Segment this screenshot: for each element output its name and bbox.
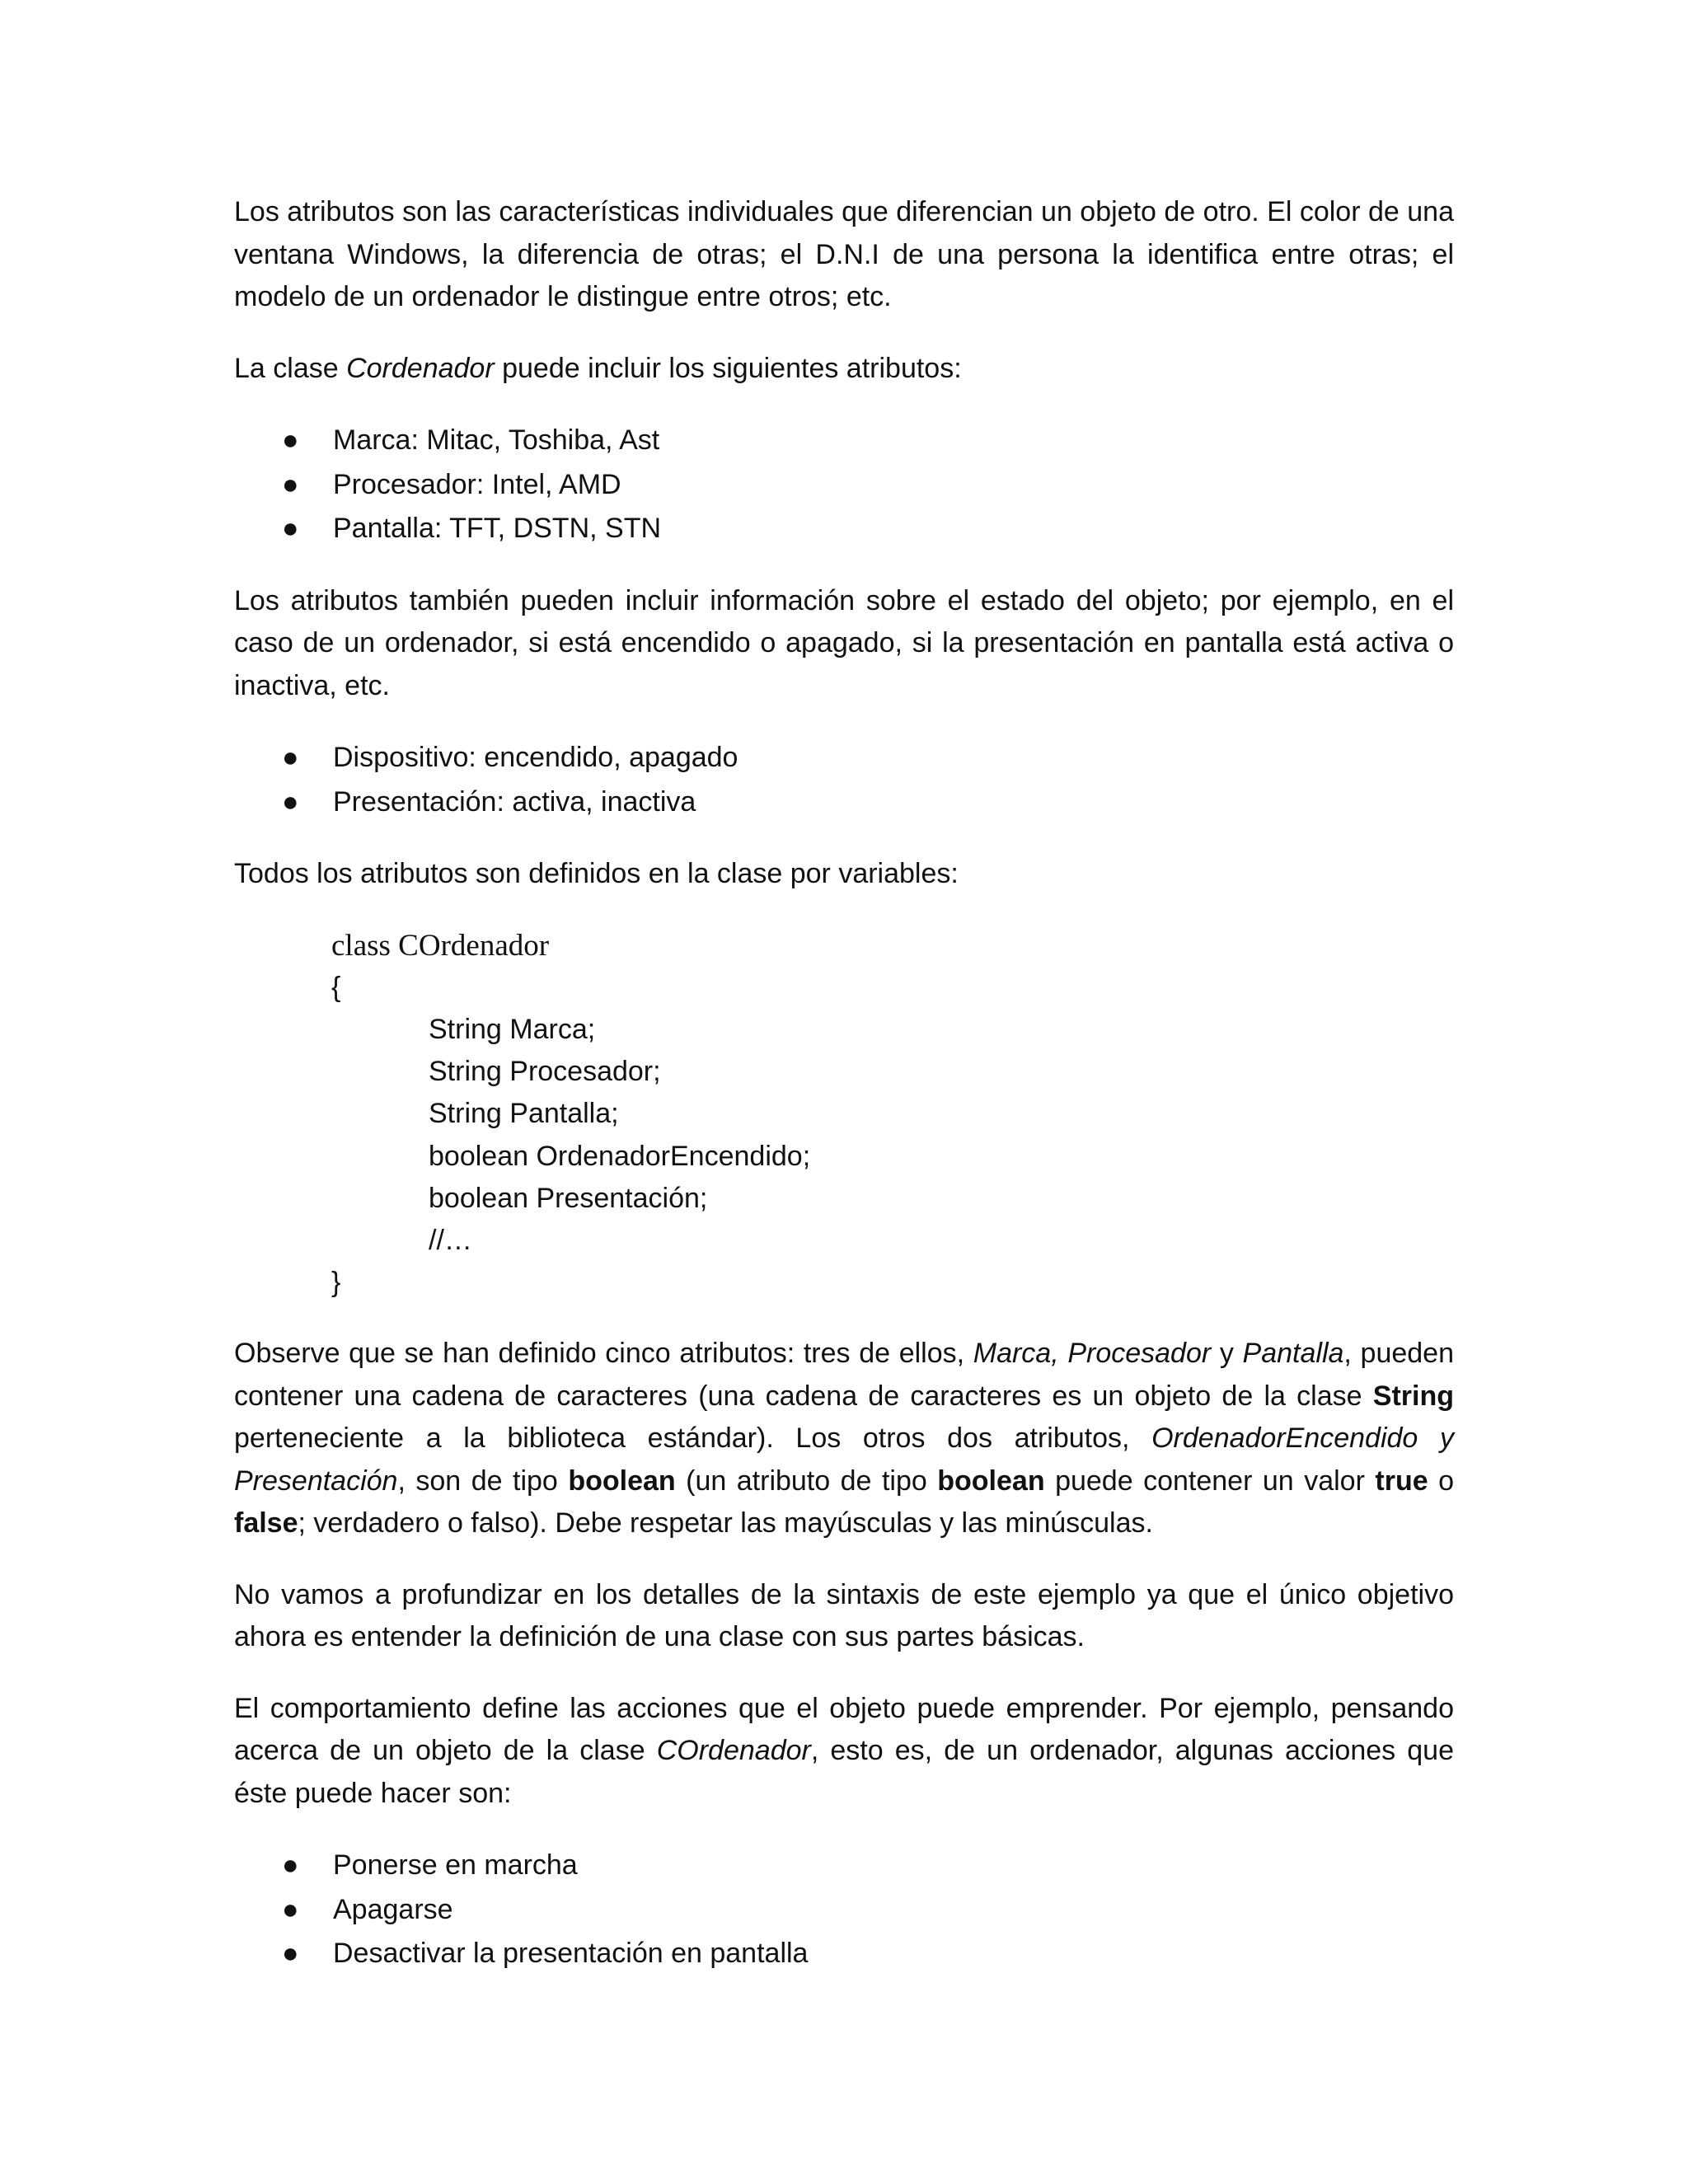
action-list bbox=[234, 1844, 1454, 1976]
list-item-text: Pantalla: TFT, DSTN, STN bbox=[333, 513, 662, 544]
paragraph-syntax-note: No vamos a profundizar en los detalles de la sintaxis de este ejemplo ya que el único objetivo ahora es entender la definición de una clase con sus partes básicas. bbox=[234, 1578, 1454, 1653]
bullet-icon: ● bbox=[282, 513, 299, 544]
paragraph-observe bbox=[234, 1333, 1454, 1545]
list-item bbox=[234, 1932, 1454, 1976]
bold-text: boolean bbox=[568, 1465, 676, 1497]
text-span: o bbox=[1428, 1465, 1455, 1497]
text-span: perteneciente a la biblioteca estándar). Los otros dos atributos, bbox=[234, 1422, 1152, 1455]
code-line: //… bbox=[429, 1224, 472, 1256]
paragraph-variables: Todos los atributos son definidos en la clase por variables: bbox=[234, 858, 959, 889]
code-open-brace: { bbox=[331, 971, 341, 1003]
text-span: , pueden contener una cadena de caracteres (una cadena de caracteres es un objeto de la clase bbox=[234, 1338, 1454, 1412]
list-item bbox=[234, 780, 1454, 825]
list-item-text: Procesador: Intel, AMD bbox=[333, 468, 621, 500]
text-span: La clase bbox=[234, 352, 347, 384]
code-line: String Marca; bbox=[429, 1013, 596, 1045]
list-item bbox=[234, 419, 1454, 463]
text-span: ; verdadero o falso). Debe respetar las mayúsculas y las minúsculas. bbox=[298, 1507, 1153, 1540]
list-item-text: Apagarse bbox=[333, 1893, 453, 1925]
paragraph-behavior bbox=[234, 1688, 1454, 1816]
text-span: El comportamiento define las acciones que el objeto puede emprender. Por ejemplo, pensando acerca de un objeto de la clase bbox=[234, 1692, 1454, 1767]
state-list bbox=[234, 736, 1454, 824]
paragraph-intro: Los atributos son las características individuales que diferencian un objeto de otro. El color de una ventana Windows, la diferencia de otras; el D.N.I de una persona la identifica entre otras; el modelo de un ordenador le distingue entre otros; etc. bbox=[234, 196, 1454, 312]
italic-text: COrdenador bbox=[656, 1735, 811, 1767]
text-span: puede contener un valor bbox=[1044, 1465, 1376, 1497]
list-item bbox=[234, 463, 1454, 508]
text-span: (un atributo de tipo bbox=[675, 1465, 938, 1497]
code-class-header: class COrdenador bbox=[331, 928, 550, 963]
bullet-icon: ● bbox=[282, 1893, 299, 1925]
code-line: String Pantalla; bbox=[429, 1098, 619, 1130]
code-close-brace: } bbox=[331, 1267, 341, 1299]
italic-text: Marca, Procesador bbox=[973, 1338, 1212, 1370]
code-line: boolean OrdenadorEncendido; bbox=[429, 1140, 811, 1172]
paragraph-state: Los atributos también pueden incluir información sobre el estado del objeto; por ejemplo, en el caso de un ordenador, si está encendido o apagado, si la presentación en pantalla está activa o inactiva, etc. bbox=[234, 584, 1454, 701]
list-item-text: Desactivar la presentación en pantalla bbox=[333, 1938, 809, 1970]
bold-text: boolean bbox=[937, 1465, 1045, 1497]
list-item-text: Dispositivo: encendido, apagado bbox=[333, 742, 738, 773]
text-span: Observe que se han definido cinco atributos: tres de ellos, bbox=[234, 1338, 973, 1370]
bullet-icon: ● bbox=[282, 468, 299, 500]
bullet-icon: ● bbox=[282, 785, 299, 818]
bullet-icon: ● bbox=[282, 742, 299, 773]
list-item-text: Presentación: activa, inactiva bbox=[333, 785, 696, 818]
bold-text: String bbox=[1372, 1380, 1454, 1412]
text-span: y bbox=[1211, 1338, 1243, 1370]
class-name-italic: Cordenador bbox=[346, 352, 495, 384]
text-span: puede incluir los siguientes atributos: bbox=[494, 352, 962, 384]
list-item bbox=[234, 507, 1454, 551]
bold-text: false bbox=[234, 1507, 298, 1540]
attribute-list bbox=[234, 419, 1454, 551]
italic-text: OrdenadorEncendido y Presentación bbox=[234, 1422, 1454, 1497]
bullet-icon: ● bbox=[282, 1849, 299, 1882]
code-line: String Procesador; bbox=[429, 1056, 661, 1088]
list-item bbox=[234, 1888, 1454, 1933]
list-item-text: Marca: Mitac, Toshiba, Ast bbox=[333, 424, 660, 456]
document-page bbox=[234, 191, 1454, 2005]
bullet-icon: ● bbox=[282, 424, 299, 456]
list-item bbox=[234, 736, 1454, 780]
list-item-text: Ponerse en marcha bbox=[333, 1849, 578, 1882]
code-block bbox=[234, 925, 1454, 1305]
bold-text: true bbox=[1375, 1465, 1428, 1497]
paragraph-class-attributes bbox=[234, 348, 1454, 391]
list-item bbox=[234, 1844, 1454, 1888]
italic-text: Pantalla bbox=[1242, 1338, 1344, 1370]
code-line: boolean Presentación; bbox=[429, 1182, 708, 1214]
text-span: , son de tipo bbox=[397, 1465, 569, 1497]
text-span: , esto es, de un ordenador, algunas acciones que éste puede hacer son: bbox=[234, 1735, 1454, 1809]
bullet-icon: ● bbox=[282, 1938, 299, 1970]
